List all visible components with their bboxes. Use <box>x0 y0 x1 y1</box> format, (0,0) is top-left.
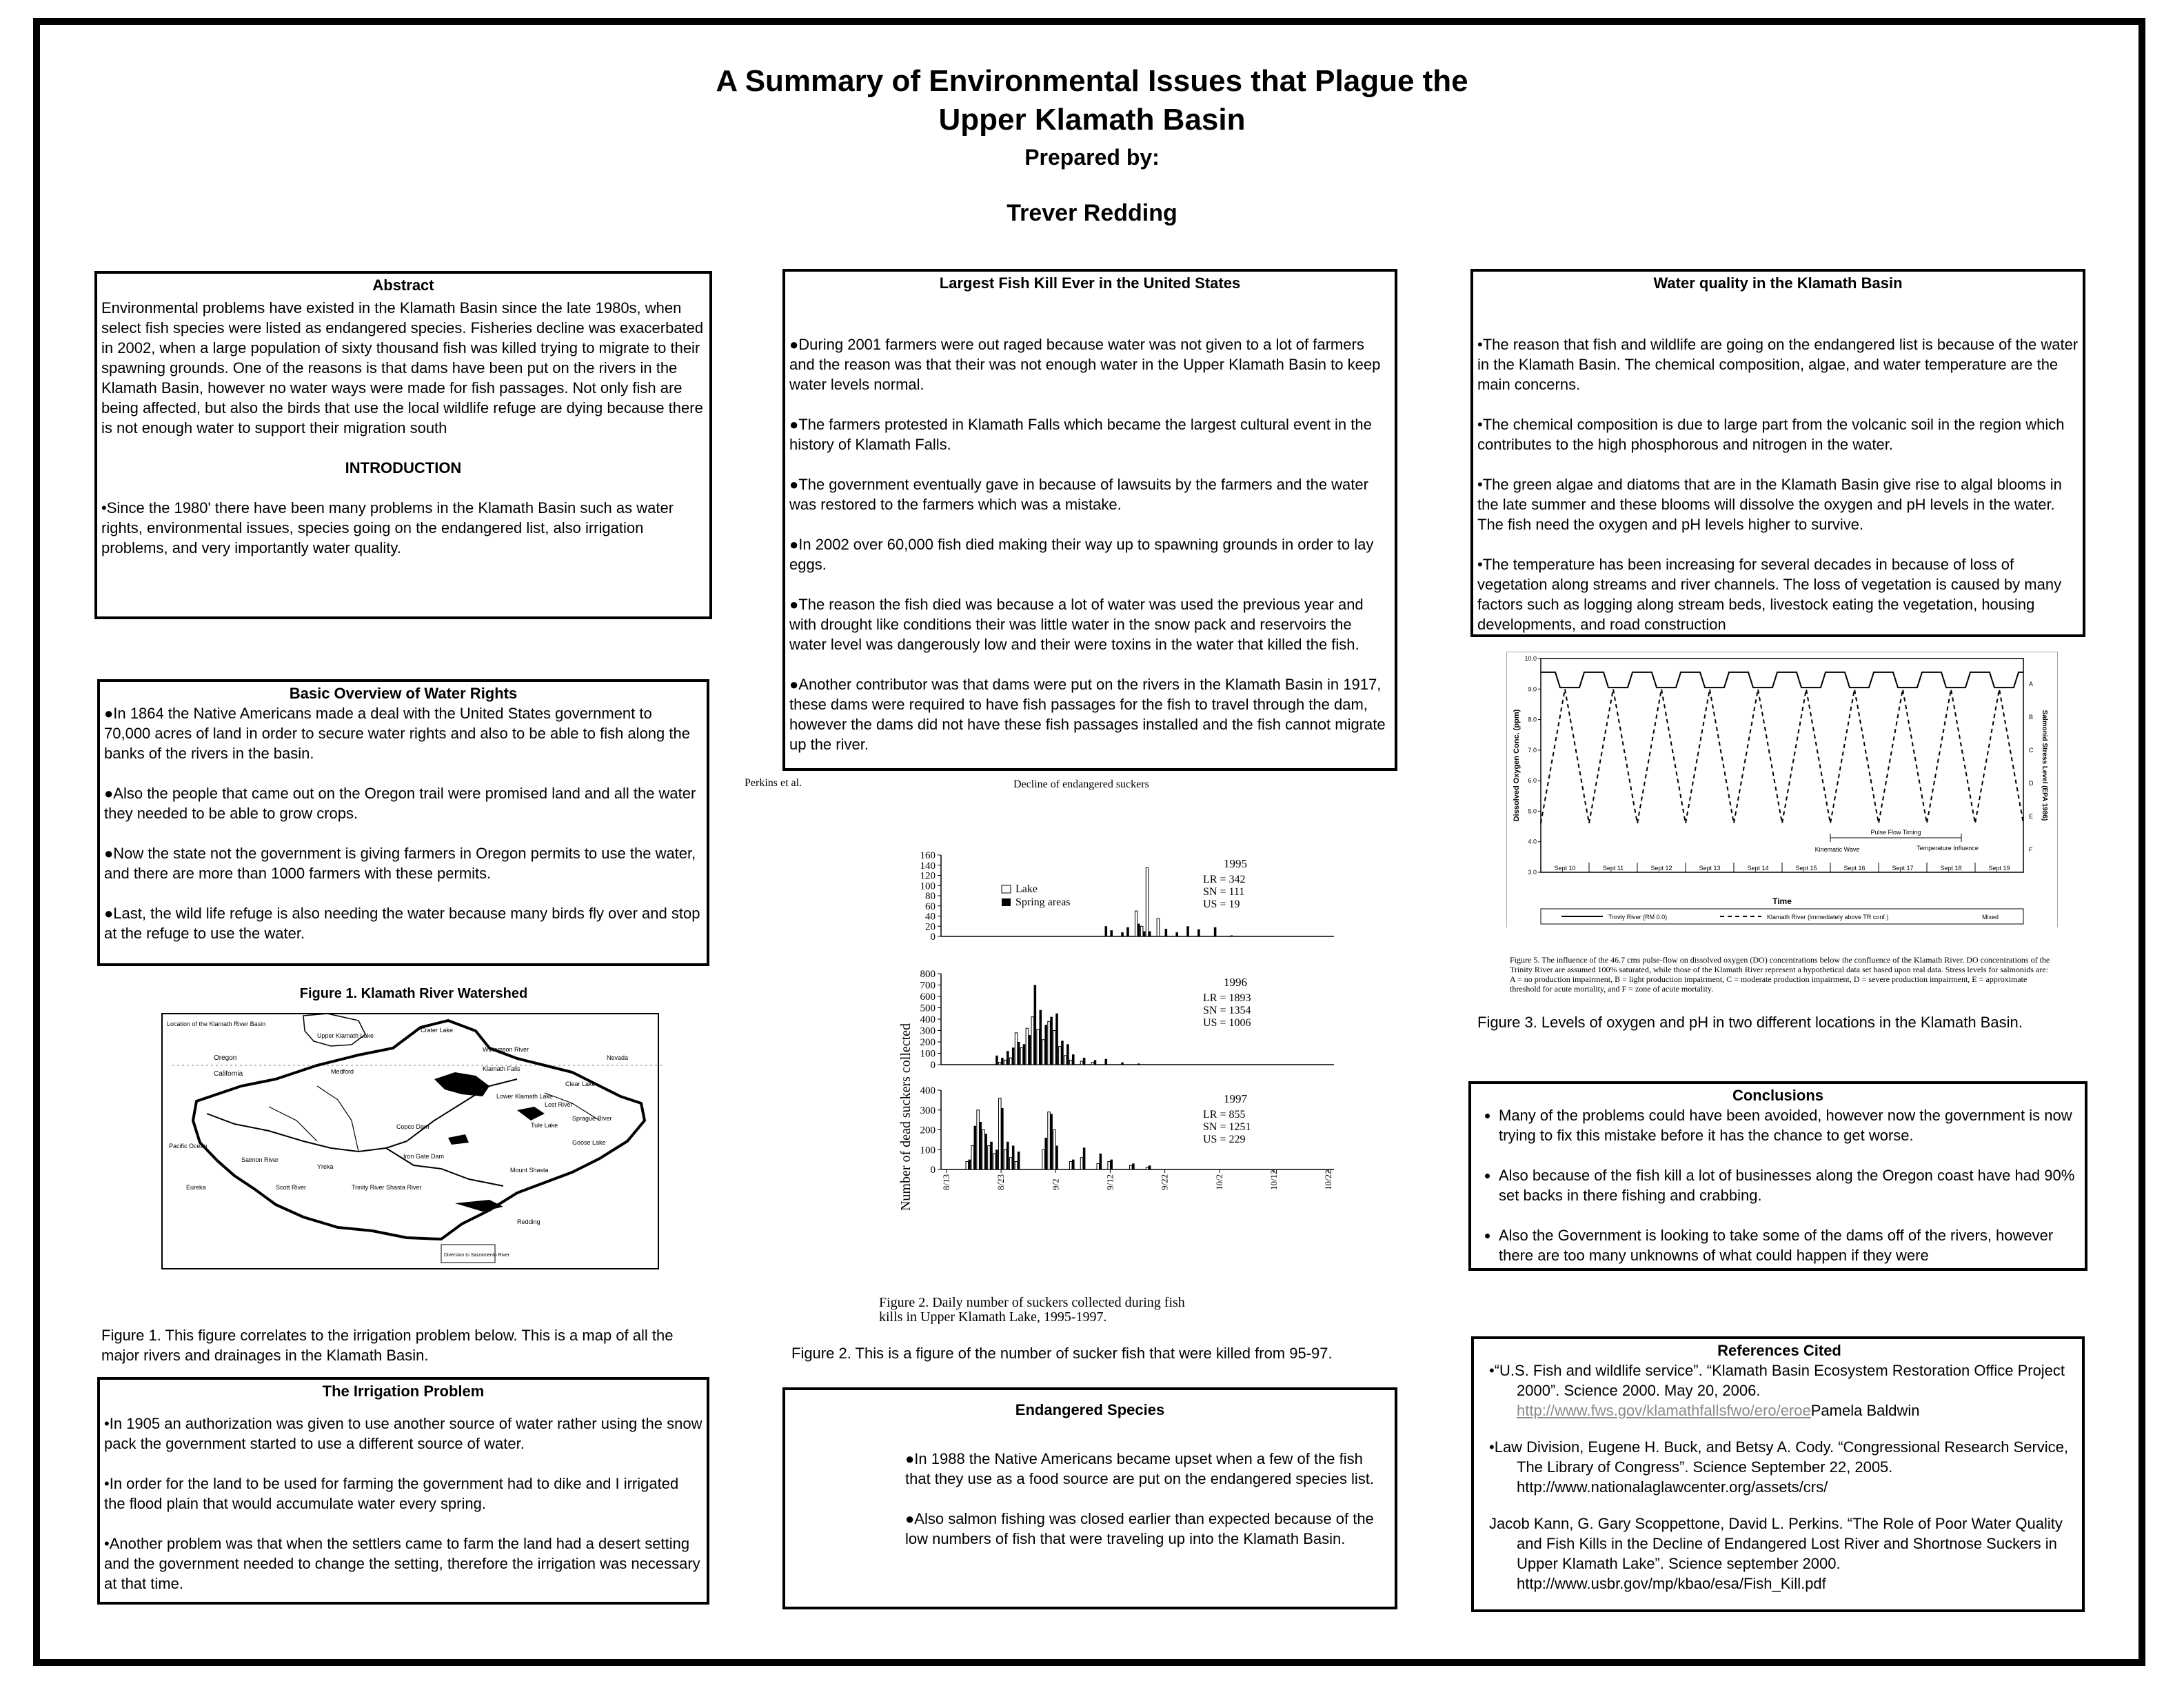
y-tick-label: 100 <box>920 1145 936 1156</box>
bar-lake <box>1064 1056 1067 1065</box>
bar-spring <box>1175 932 1178 936</box>
y-tick-label: 800 <box>920 969 936 980</box>
place-label: Shasta River <box>386 1184 422 1191</box>
place-label: California <box>214 1070 243 1078</box>
bar-lake <box>1091 1063 1094 1065</box>
figure1-map <box>159 983 669 1272</box>
bar-spring <box>969 1160 971 1169</box>
klamath-river-line <box>1541 689 2023 823</box>
references-heading: References Cited <box>1717 1342 1841 1359</box>
place-label: Lost River <box>545 1101 573 1108</box>
bar-spring <box>995 1056 998 1065</box>
place-label: Medford <box>331 1068 354 1075</box>
bar-spring <box>1100 1154 1102 1169</box>
place-label: Eureka <box>186 1184 206 1191</box>
legend-mixed: Mixed <box>1982 914 1999 921</box>
bar-spring <box>1138 924 1140 936</box>
legend-label-spring: Spring areas <box>1015 896 1071 908</box>
y-tick-label: 5.0 <box>1528 807 1537 815</box>
panel-year: 1997 <box>1224 1092 1247 1105</box>
bar-lake <box>1042 1149 1045 1169</box>
list-item: •The chemical composition is due to large part from the volcanic soil in the region which contributes to the high phosphorous and nitrogen in the water. <box>1477 416 2065 453</box>
list-item: • Also the Government is looking to take some of the dams off of the rivers, however there are too many unknowns of what could happen if they were <box>1499 1225 2081 1265</box>
panel-year: 1995 <box>1224 857 1247 870</box>
bar-spring <box>1083 1147 1086 1169</box>
stress-level-label: F <box>2029 846 2033 853</box>
day-label: Sept 17 <box>1892 865 1914 872</box>
place-label: Iron Gate Dam <box>403 1153 445 1160</box>
list-item: ●Now the state not the government is giving farmers in Oregon permits to use the water, and there are more than 1000 farmers with these permits. <box>104 845 696 882</box>
day-label: Sept 18 <box>1940 865 1962 872</box>
water-rights-box <box>97 679 709 966</box>
place-label: Lower Klamath Lake <box>496 1093 554 1100</box>
list-item: •The temperature has been increasing for several decades in because of loss of vegetation along streams and river channels. The loss of vegetation is caused by many factors such as logging along stream beds, livestock eating the vegetation, housing developments, and road construction <box>1477 556 2062 633</box>
stress-level-label: E <box>2029 813 2034 820</box>
y-tick-label: 4.0 <box>1528 838 1537 845</box>
list-item: ●Another contributor was that dams were put on the rivers in the Klamath Basin in 1917, these dams were required to have fish passages for the fish to travel through the dam, however the dams did not have these fish passages installed and the fish cannot migrate up the river. <box>789 676 1386 753</box>
place-label: Redding <box>517 1218 540 1225</box>
bar-lake <box>1009 1158 1012 1169</box>
bar-spring <box>1034 985 1037 1065</box>
bar-spring <box>1105 1059 1108 1065</box>
chart-panels <box>920 850 1335 1190</box>
figure2-chart <box>741 772 1382 1324</box>
list-item: ●In 2002 over 60,000 fish died making their way up to spawning grounds in order to lay eggs. <box>789 536 1374 573</box>
abstract-heading: Abstract <box>372 277 434 294</box>
list-item: •The green algae and diatoms that are in the Klamath Basin give rise to algal blooms in the late summer and these blooms will dissolve the oxygen and pH levels in the water. The fish need the oxygen and pH levels higher to survive. <box>1477 476 2062 533</box>
list-item: ●Also the people that came out on the Oregon trail were promised land and all the water they needed to be able to grow crops. <box>104 785 696 822</box>
bar-lake <box>1037 1029 1040 1065</box>
bar-spring <box>1121 1063 1124 1065</box>
stress-level-label: B <box>2029 714 2034 721</box>
bar-lake <box>982 1130 985 1170</box>
panel-stat: US = 229 <box>1203 1134 1246 1145</box>
bar-lake <box>1069 1060 1072 1065</box>
reference-3: Jacob Kann, G. Gary Scoppettone, David L. Perkins. “The Role of Poor Water Quality and Fish Kills in the Decline of Endangered Lost River and Shortnose Suckers in Upper Klamath Lake”. Science september 2000. http://www.usbr.gov/mp/kbao/esa/Fish_Kill.pdf <box>1489 1515 2063 1592</box>
us-inset-map <box>303 1014 365 1046</box>
day-label: Sept 19 <box>1988 865 2010 872</box>
abstract-box <box>94 271 712 619</box>
place-label: Diversion to Sacramento River <box>444 1253 509 1258</box>
y-tick-label: 140 <box>920 860 936 872</box>
list-item: ●The government eventually gave in because of lawsuits by the farmers and the water was restored to the farmers which was a mistake. <box>789 476 1368 513</box>
bar-lake <box>1031 1017 1034 1065</box>
figure1-title: Figure 1. Klamath River Watershed <box>299 986 528 1001</box>
place-label: Upper Klamath Lake <box>317 1032 374 1039</box>
y-tick-label: 6.0 <box>1528 777 1537 785</box>
place-label: Salmon River <box>241 1156 279 1163</box>
figure2-caption: Figure 2. This is a figure of the number of sucker fish that were killed from 95-97. <box>791 1345 1333 1362</box>
bar-spring <box>1050 1114 1053 1170</box>
bar-spring <box>1149 932 1151 936</box>
figure2-author: Perkins et al. <box>745 777 802 789</box>
y-tick-label: 400 <box>920 1085 936 1096</box>
list-item: ●The reason the fish died was because a lot of water was used the previous year and with drought like conditions their was little water in the snow pack and reservoirs the water level was dangerously low and their were toxins in the water that killed the fish. <box>789 596 1364 653</box>
place-label: Clear Lake <box>565 1081 596 1087</box>
introduction-body: •Since the 1980' there have been many problems in the Klamath Basin such as water rights, environmental issues, species going on the endangered list, also irrigation problems, and very importantly water quality. <box>101 499 674 556</box>
place-label: Sprague River <box>572 1115 612 1122</box>
legend-label-lake: Lake <box>1015 883 1038 895</box>
bar-lake <box>1080 1061 1083 1065</box>
title-line-2: Upper Klamath Basin <box>938 103 1246 137</box>
bar-spring <box>1149 1165 1151 1169</box>
panel-stat: SN = 1251 <box>1203 1121 1251 1133</box>
bar-spring <box>1132 1163 1135 1169</box>
reference-2: •Law Division, Eugene H. Buck, and Betsy A. Cody. “Congressional Research Service, The Library of Congress”. Science September 22, 2005. http://www.nationalaglawcenter.org/assets/crs/ <box>1489 1438 2069 1496</box>
bar-spring <box>990 1142 993 1169</box>
place-label: Nevada <box>607 1054 629 1061</box>
y-tick-label: 60 <box>925 901 936 912</box>
bar-spring <box>1083 1058 1086 1065</box>
bar-spring <box>1165 929 1168 936</box>
bar-spring <box>1066 1044 1069 1065</box>
figure3-chart <box>1506 652 2058 927</box>
conclusions-list <box>1475 1105 2081 1265</box>
bar-lake <box>1053 1031 1056 1065</box>
figure3-fine-print: Figure 5. The influence of the 46.7 cms pulse-flow on dissolved oxygen (DO) concentrations below the confluence of the Klamath River. DO concentrations of the Trinity River are assumed 100% saturated, while those of the Klamath River represent a hypothetical data set based upon real data. Stress levels for salmonids are: A = no production impairment, B = light production impairment, C = moderate production impairment, D = severe production impairment, E = approximate threshold for acute mortality, and F = zone of acute mortality. <box>1510 955 2050 994</box>
bar-lake <box>1009 1058 1012 1065</box>
y-tick-label: 8.0 <box>1528 716 1537 723</box>
list-item: •Another problem was that when the settlers came to farm the land had a desert setting and the government needed to change the setting, therefore the irrigation was necessary at that time. <box>104 1535 700 1592</box>
bar-lake <box>1053 1130 1056 1170</box>
water-quality-heading: Water quality in the Klamath Basin <box>1653 274 1903 292</box>
bar-lake <box>1146 867 1149 936</box>
trinity-river-line <box>1541 672 2023 687</box>
day-label: Sept 13 <box>1699 865 1721 872</box>
bar-lake <box>966 1162 969 1170</box>
y-tick-label: 700 <box>920 980 936 992</box>
panel-stat: LR = 342 <box>1203 874 1246 885</box>
figure3-y2label: Salmonid Stress Level (EPA 1986) <box>2041 710 2048 821</box>
irrigation-heading: The Irrigation Problem <box>322 1383 485 1400</box>
bar-lake <box>1048 1021 1051 1065</box>
y-tick-label: 20 <box>925 921 936 933</box>
list-item: ●In 1988 the Native Americans became upset when a few of the fish that they use as a food source are put on the endangered species list. <box>905 1450 1375 1487</box>
y-tick-label: 600 <box>920 992 936 1003</box>
day-label: Sept 14 <box>1747 865 1769 872</box>
annotation-kinematic: Kinematic Wave <box>1814 846 1860 853</box>
bar-spring <box>974 1126 977 1169</box>
bar-spring <box>1050 1017 1053 1065</box>
legend-klamath: Klamath River (immediately above TR conf.) <box>1767 914 1889 921</box>
figure3-xlabel: Time <box>1772 896 1792 906</box>
watershed-map-svg <box>159 983 669 1272</box>
bar-spring <box>1214 927 1217 936</box>
bar-spring <box>1023 1044 1026 1065</box>
day-label: Sept 15 <box>1795 865 1817 872</box>
bar-spring <box>984 1134 987 1169</box>
bar-lake <box>1015 1033 1018 1065</box>
place-label: Copco Dam <box>396 1123 429 1130</box>
panel-stat: SN = 111 <box>1203 886 1245 898</box>
bar-lake <box>1020 1047 1023 1065</box>
y-tick-label: 400 <box>920 1014 936 1025</box>
y-tick-label: 100 <box>920 881 936 892</box>
water-quality-box <box>1470 269 2085 637</box>
bar-spring <box>1001 1108 1004 1169</box>
bar-spring <box>1012 1146 1015 1170</box>
bar-spring <box>1061 1041 1064 1065</box>
bar-spring <box>1012 1047 1015 1065</box>
legend-trinity: Trinity River (RM 0.0) <box>1608 914 1668 921</box>
bar-lake <box>1130 1165 1133 1169</box>
list-item: • Also because of the fish kill a lot of businesses along the Oregon coast have had 90% set backs in there fishing and crabbing. <box>1499 1165 2081 1205</box>
figure2-inner-caption-1: Figure 2. Daily number of suckers collected during fish <box>879 1295 1185 1310</box>
y-tick-label: 160 <box>920 850 936 861</box>
sucker-kills-chart-svg <box>741 772 1382 1324</box>
bar-spring <box>1007 1051 1009 1065</box>
y-tick-label: 0 <box>930 1165 936 1176</box>
bar-lake <box>1048 1112 1051 1169</box>
bar-spring <box>1072 1054 1075 1065</box>
bar-lake <box>993 1154 996 1169</box>
annotation-pulse: Pulse Flow Timing <box>1870 829 1921 836</box>
inset-label: Location of the Klamath River Basin <box>167 1021 266 1027</box>
x-tick-label: 9/2 <box>1050 1178 1061 1190</box>
panel-stat: LR = 855 <box>1203 1109 1246 1121</box>
reference-1-link[interactable]: http://www.fws.gov/klamathfallsfwo/ero/eroe <box>1517 1402 1811 1419</box>
figure3-caption: Figure 3. Levels of oxygen and pH in two different locations in the Klamath Basin. <box>1477 1014 2023 1031</box>
bar-lake <box>1146 1167 1149 1169</box>
bar-spring <box>1126 927 1129 936</box>
x-tick-label: 8/13 <box>940 1174 951 1190</box>
bar-lake <box>1097 1163 1100 1169</box>
bar-spring <box>1029 1035 1031 1065</box>
place-label: Trinity River <box>352 1184 385 1191</box>
bar-lake <box>999 1063 1002 1065</box>
bar-spring <box>1186 926 1189 936</box>
place-label: Tule Lake <box>531 1122 558 1129</box>
bar-spring <box>1072 1160 1075 1169</box>
bar-spring <box>1007 1142 1009 1169</box>
x-tick-label: 10/12 <box>1268 1169 1279 1190</box>
bar-lake <box>1026 1028 1029 1065</box>
place-label: Crater Lake <box>421 1027 454 1034</box>
list-item: •The reason that fish and wildlife are going on the endangered list is because of the water in the Klamath Basin. The chemical composition, algae, and water temperature are the main concerns. <box>1477 336 2079 393</box>
y-tick-label: 120 <box>920 870 936 882</box>
y-tick-label: 40 <box>925 911 936 923</box>
figure3-frame <box>1507 652 2058 928</box>
legend-swatch-lake <box>1002 885 1011 893</box>
x-tick-label: 9/12 <box>1104 1174 1115 1190</box>
place-label: Klamath Falls <box>483 1065 520 1072</box>
panel-stat: US = 1006 <box>1203 1017 1251 1029</box>
list-item: • Many of the problems could have been avoided, however now the government is now trying to fix this mistake before it has the chance to get worse. <box>1499 1105 2081 1145</box>
bar-spring <box>1143 932 1146 936</box>
chart-ylabel: Number of dead suckers collected <box>898 1023 913 1212</box>
y-tick-label: 3.0 <box>1528 869 1537 876</box>
bar-lake <box>1140 926 1143 936</box>
conclusions-heading: Conclusions <box>1732 1087 1823 1104</box>
bar-lake <box>1135 911 1138 936</box>
y-tick-label: 500 <box>920 1003 936 1014</box>
day-label: Sept 11 <box>1602 865 1624 872</box>
figure3-ylabel: Dissolved Oxygen Conc. (ppm) <box>1513 709 1521 822</box>
place-label: Yreka <box>317 1163 334 1170</box>
bar-lake <box>1015 1162 1018 1170</box>
bar-spring <box>1040 1010 1042 1065</box>
place-label: Mount Shasta <box>510 1167 549 1174</box>
day-label: Sept 16 <box>1843 865 1866 872</box>
y-tick-label: 0 <box>930 932 936 943</box>
reference-1-author: Pamela Baldwin <box>1810 1402 1920 1419</box>
bar-lake <box>1108 1162 1111 1170</box>
annotation-temperature: Temperature Influence <box>1917 845 1979 852</box>
day-label: Sept 10 <box>1554 865 1576 872</box>
endangered-heading: Endangered Species <box>1015 1401 1165 1418</box>
bar-spring <box>995 1149 998 1169</box>
bar-spring <box>1197 930 1200 936</box>
bar-lake <box>1004 1149 1007 1169</box>
bar-spring <box>1110 930 1113 936</box>
place-label: Scott River <box>276 1184 307 1191</box>
list-item: ●Last, the wild life refuge is also needing the water because many birds fly over and stop at the refuge to use the water. <box>104 905 700 942</box>
x-tick-label: 10/22 <box>1323 1169 1334 1190</box>
title-line-1: A Summary of Environmental Issues that Plague the <box>716 64 1468 98</box>
bar-spring <box>1055 1146 1058 1170</box>
endangered-box <box>782 1387 1397 1609</box>
y-tick-label: 80 <box>925 891 936 902</box>
y-tick-label: 100 <box>920 1048 936 1060</box>
bar-spring <box>1044 1025 1047 1065</box>
place-label: Goose Lake <box>572 1139 606 1146</box>
bar-spring <box>1138 1063 1140 1065</box>
water-rights-heading: Basic Overview of Water Rights <box>289 685 518 702</box>
list-item: ●Also salmon fishing was closed earlier than expected because of the low numbers of fish that were traveling up into the Klamath Basin. <box>905 1510 1374 1547</box>
x-tick-label: 9/22 <box>1159 1174 1170 1190</box>
y-tick-label: 7.0 <box>1528 746 1537 754</box>
abstract-body: Environmental problems have existed in the Klamath Basin since the late 1980s, when select fish species were listed as endangered species. Fisheries decline was exacerbated in 2002, when a large population of sixty thousand fish was killed trying to migrate to their spawning grounds. One of the reasons is that dams have been put on the rivers in the Klamath Basin, however no water ways were made for fish passages. Not only fish are being affected, but also the birds that use the local wildlife refuge are dying because there is not enough water to support their migration south <box>101 299 704 436</box>
figure1-caption: Figure 1. This figure correlates to the irrigation problem below. This is a map of all the major rivers and drainages in the Klamath Basin. <box>101 1327 674 1364</box>
place-label: Oregon <box>214 1054 237 1062</box>
figure2-title: Decline of endangered suckers <box>1013 778 1149 790</box>
y-tick-label: 200 <box>920 1125 936 1136</box>
y-tick-label: 10.0 <box>1524 655 1537 662</box>
panel-year: 1996 <box>1224 976 1247 989</box>
list-item: ●The farmers protested in Klamath Falls which became the largest cultural event in the history of Klamath Falls. <box>789 416 1372 453</box>
y-tick-label: 300 <box>920 1025 936 1037</box>
introduction-heading: INTRODUCTION <box>345 459 462 476</box>
fish-kill-box <box>782 269 1397 771</box>
author-name: Trever Redding <box>1007 200 1177 226</box>
bar-spring <box>1094 1060 1097 1065</box>
bar-spring <box>1121 932 1124 936</box>
poster-title <box>0 62 2184 139</box>
day-label: Sept 12 <box>1650 865 1672 872</box>
list-item: ●During 2001 farmers were out raged because water was not given to a lot of farmers and the reason was that their was not enough water in the Upper Klamath Basin to keep water levels normal. <box>789 336 1381 393</box>
bar-lake <box>1069 1162 1072 1170</box>
x-tick-label: 10/2 <box>1213 1174 1224 1190</box>
stress-level-label: A <box>2029 681 2034 687</box>
figure2-inner-caption-2: kills in Upper Klamath Lake, 1995-1997. <box>879 1309 1107 1324</box>
reference-1-text: •“U.S. Fish and wildlife service”. “Klamath Basin Ecosystem Restoration Office Project 2000”. Science 2000. May 20, 2006. <box>1489 1362 2065 1399</box>
prepared-by: Prepared by: <box>1024 145 1160 170</box>
stress-level-label: D <box>2029 780 2034 787</box>
legend-swatch-spring <box>1002 898 1011 906</box>
bar-lake <box>977 1110 980 1169</box>
bar-lake <box>1042 1040 1045 1065</box>
bar-lake <box>971 1146 974 1170</box>
bar-lake <box>1004 1060 1007 1065</box>
list-item: ●In 1864 the Native Americans made a deal with the United States government to 70,000 acres of land in order to secure water rights and also to be able to fish along the banks of the rivers in the basin. <box>104 705 690 762</box>
bar-spring <box>979 1122 982 1169</box>
bar-lake <box>1059 1047 1062 1065</box>
panel-stat: LR = 1893 <box>1203 992 1251 1004</box>
y-tick-label: 200 <box>920 1037 936 1048</box>
y-tick-label: 9.0 <box>1528 685 1537 693</box>
bar-lake <box>1157 918 1160 936</box>
bar-lake <box>999 1098 1002 1170</box>
bar-spring <box>1018 1042 1020 1065</box>
references-box <box>1471 1336 2085 1612</box>
stress-level-label: C <box>2029 747 2034 754</box>
bar-spring <box>1110 1160 1113 1169</box>
irrigation-box <box>97 1377 709 1605</box>
panel-stat: SN = 1354 <box>1203 1005 1251 1016</box>
plot-lines <box>1524 655 2034 876</box>
bar-lake <box>1080 1158 1083 1169</box>
list-item: •In 1905 an authorization was given to use another source of water rather using the snow pack the government started to use a different source of water. <box>104 1415 702 1452</box>
panel-stat: US = 19 <box>1203 898 1240 910</box>
bar-lake <box>988 1146 991 1170</box>
fish-kill-heading: Largest Fish Kill Ever in the United States <box>939 274 1241 292</box>
bar-spring <box>1055 1014 1058 1065</box>
bar-spring <box>1001 1058 1004 1065</box>
reference-1 <box>1481 1360 2078 1420</box>
oxygen-chart-svg <box>1506 652 2058 927</box>
conclusions-box <box>1468 1081 2087 1271</box>
bar-spring <box>1105 926 1108 936</box>
y-tick-label: 300 <box>920 1105 936 1116</box>
x-tick-label: 8/23 <box>995 1174 1007 1190</box>
place-label: Williamson River <box>483 1046 529 1053</box>
list-item: •In order for the land to be used for farming the government had to dike and I irrigated the flood plain that would accumulate water every spring. <box>104 1475 679 1512</box>
bar-spring <box>1018 1152 1020 1169</box>
place-label: Pacific Ocean <box>169 1143 208 1149</box>
y-tick-label: 0 <box>930 1060 936 1071</box>
bar-spring <box>1044 1138 1047 1169</box>
